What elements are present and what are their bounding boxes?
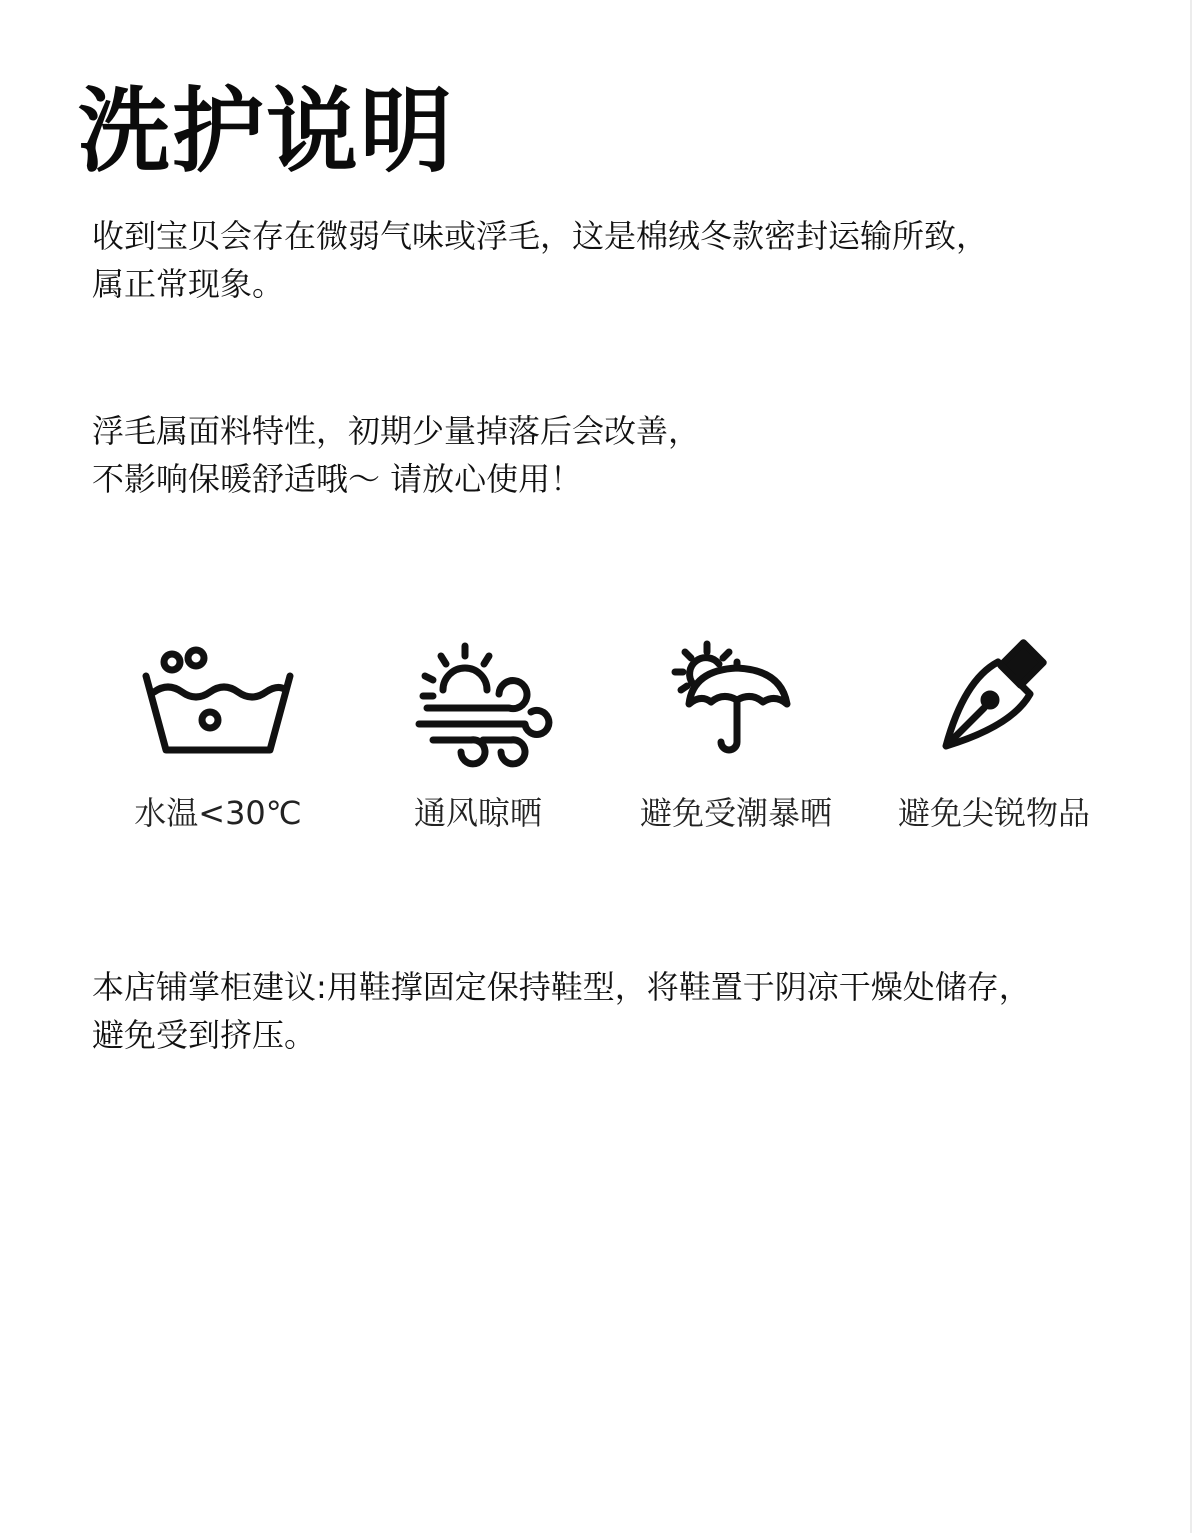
note-line-2: 不影响保暖舒适哦～ 请放心使用！	[92, 460, 583, 498]
storage-advice-paragraph	[92, 963, 1031, 1059]
intro-line-2: 属正常现象。	[92, 265, 285, 303]
wash-basin-icon	[138, 638, 298, 758]
care-item-avoid-sharp	[864, 630, 1124, 850]
advice-line-1: 本店铺掌柜建议:用鞋撑固定保持鞋型，将鞋置于阴凉干燥处储存，	[92, 968, 1031, 1006]
sun-wind-icon	[413, 638, 543, 748]
care-icons-row	[0, 630, 1200, 870]
care-item-water-temp	[88, 630, 348, 850]
pen-nib-icon	[934, 638, 1054, 758]
care-label-water-temp: 水温<30℃	[134, 794, 302, 832]
care-item-avoid-damp-sun	[606, 630, 866, 850]
care-item-ventilate-dry	[348, 630, 608, 850]
note-line-1: 浮毛属面料特性，初期少量掉落后会改善，	[92, 412, 701, 450]
advice-line-2: 避免受到挤压。	[92, 1016, 317, 1054]
care-label-ventilate-dry: 通风晾晒	[413, 794, 542, 832]
sun-umbrella-icon	[671, 638, 801, 758]
intro-line-1: 收到宝贝会存在微弱气味或浮毛，这是棉绒冬款密封运输所致，	[92, 217, 989, 255]
care-label-avoid-damp-sun: 避免受潮暴晒	[639, 794, 832, 832]
page-title: 洗护说明	[78, 78, 455, 185]
lint-note-paragraph	[92, 407, 700, 503]
care-label-avoid-sharp: 避免尖锐物品	[897, 794, 1090, 832]
intro-paragraph	[92, 212, 988, 308]
